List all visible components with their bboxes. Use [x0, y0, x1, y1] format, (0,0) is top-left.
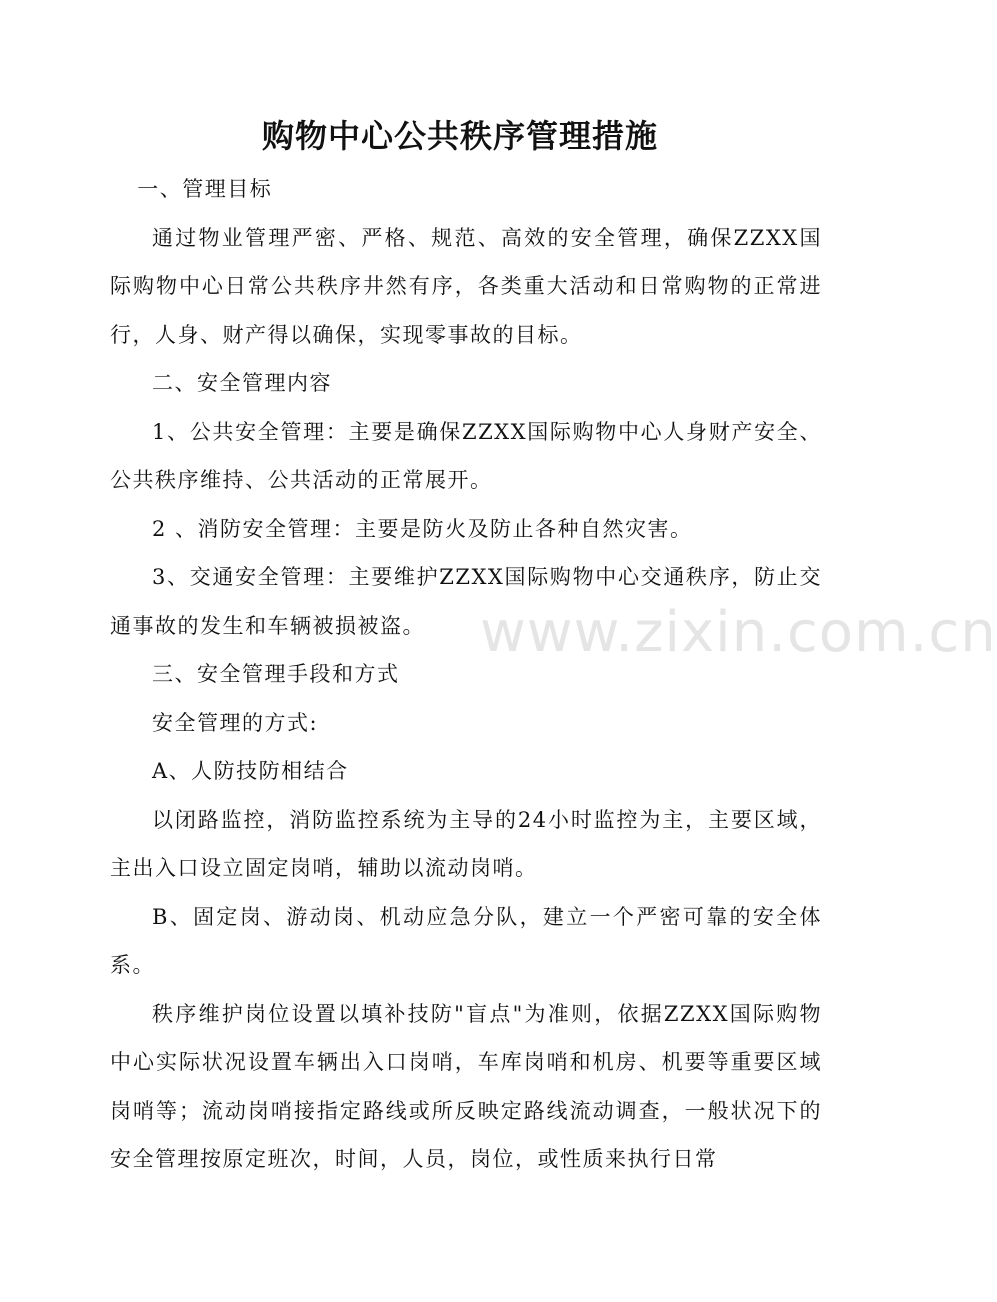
- paragraph-fire-safety: 2 、消防安全管理：主要是防火及防止各种自然灾害。: [152, 516, 693, 541]
- section-heading-goals: 一、管理目标: [137, 177, 273, 201]
- paragraph-traffic-safety: 3、交通安全管理：主要维护ZZXX国际购物中心交通秩序，防止交通事故的发生和车辆被损被盗。: [110, 565, 822, 638]
- paragraph-public-safety: 1、公共安全管理：主要是确保ZZXX国际购物中心人身财产安全、公共秩序维持、公共活动的正常展开。: [110, 419, 822, 492]
- paragraph-monitoring: 以闭路监控，消防监控系统为主导的24小时监控为主，主要区域，主出入口设立固定岗哨，辅助以流动岗哨。: [110, 807, 822, 880]
- document-body: [110, 165, 822, 1184]
- paragraph-post-setup: 秩序维护岗位设置以填补技防"盲点"为准则，依据ZZXX国际购物中心实际状况设置车辆出入口岗哨，车库岗哨和机房、机要等重要区域岗哨等；流动岗哨接指定路线或所反映定路线流动调查，一般状况下的安全管理按原定班次，时间，人员，岗位，或性质来执行日常: [110, 1001, 822, 1171]
- paragraph-methods-intro: 安全管理的方式:: [152, 710, 319, 735]
- paragraph-goals: 通过物业管理严密、严格、规范、高效的安全管理，确保ZZXX国际购物中心日常公共秩序井然有序，各类重大活动和日常购物的正常进行，人身、财产得以确保，实现零事故的目标。: [110, 225, 822, 347]
- paragraph-method-a: A、人防技防相结合: [152, 759, 349, 783]
- watermark: www.zixin.com.cn: [480, 600, 997, 665]
- section-heading-content: 二、安全管理内容: [152, 371, 332, 395]
- document-title: 购物中心公共秩序管理措施: [261, 117, 658, 155]
- paragraph-method-b: B、固定岗、游动岗、机动应急分队，建立一个严密可靠的安全体系。: [110, 904, 822, 977]
- section-heading-methods: 三、安全管理手段和方式: [152, 662, 400, 686]
